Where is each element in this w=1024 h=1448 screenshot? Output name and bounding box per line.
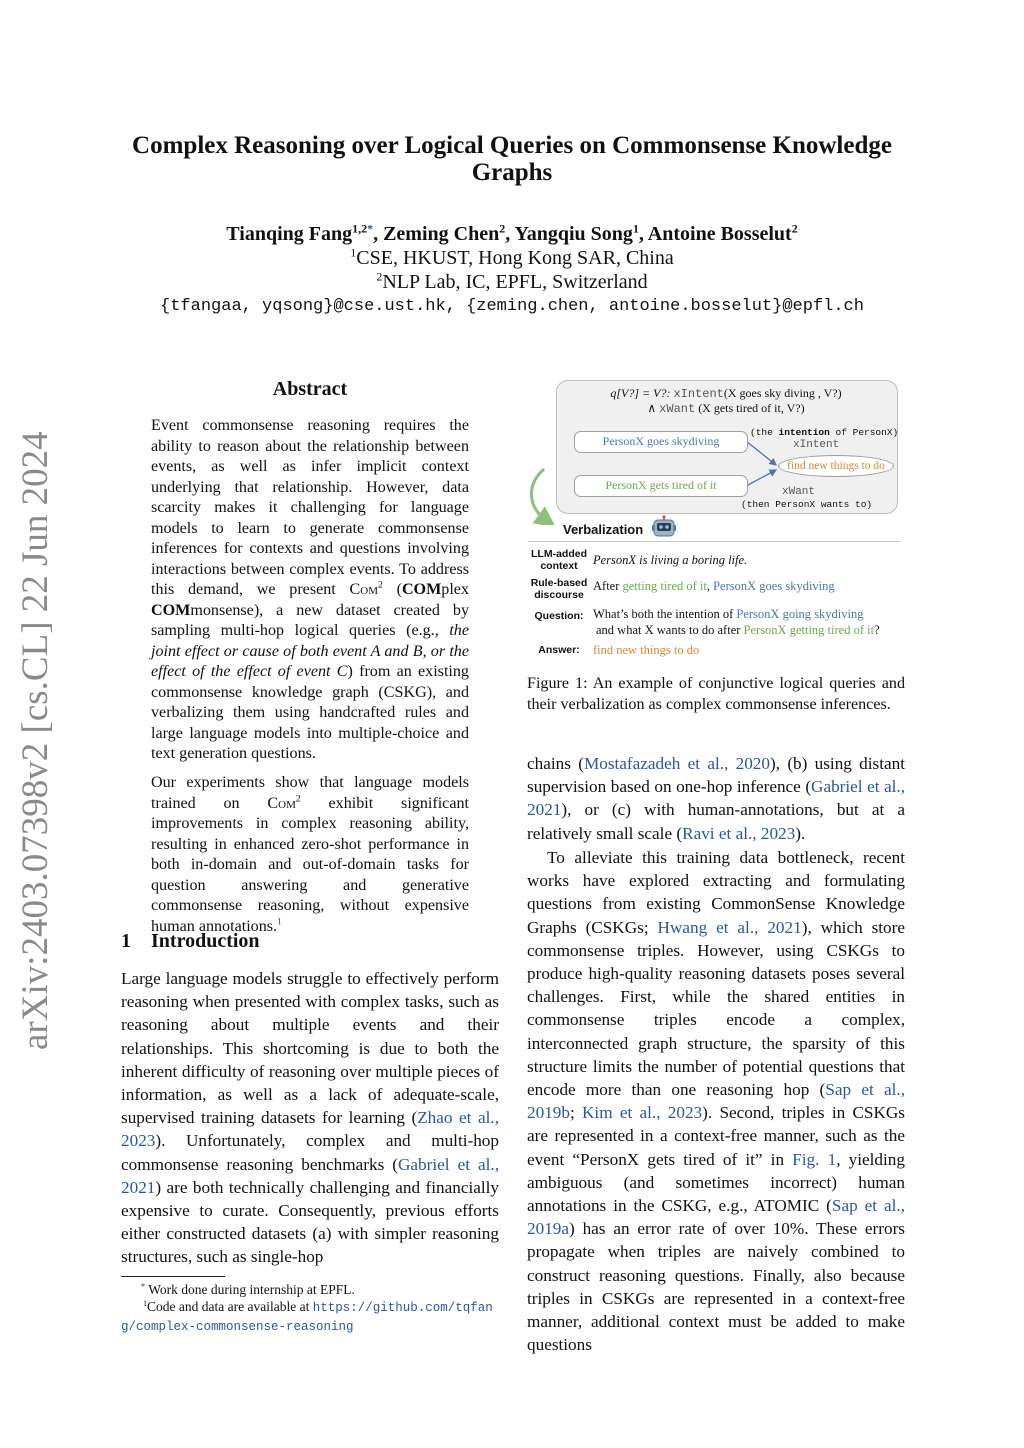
verbalization-arrow: [531, 469, 546, 520]
row-label: Answer:: [538, 644, 580, 656]
citation-link[interactable]: Sap et al., 2019a: [527, 1196, 906, 1239]
citation-link[interactable]: Hwang et al., 2021: [657, 917, 802, 937]
relation-label: xWant: [782, 486, 816, 498]
question-text: and what X wants to do after PersonX getting tired of it?: [596, 623, 880, 637]
footnote: * Work done during internship at EPFL.: [141, 1281, 355, 1297]
question-text: What’s both the intention of PersonX going skydiving: [593, 607, 864, 621]
intro-paragraph: To alleviate this training data bottleneck, recent works have explored extracting and formulating questions from existing CommonSense Knowledge Graphs (CSKGs; Hwang et al., 2021), which store commonsense triples. However, using CSKGs to produce high-quality reasoning datasets poses several challenges. First, while the shared entities in commonsense triples encode a complex, interconnected graph structure, the sparsity of this structure limits the number of potential questions that encode more than one reasoning hop (Sap et al., 2019b; Kim et al., 2023). Second, triples in CSKGs are represented in a context-free manner, such as the event “PersonX gets tired of it” in Fig. 1, yielding ambiguous (and sometimes incorrect) human annotations in the CSKG, e.g., ATOMIC (Sap et al., 2019a) has an error rate of over 10%. These errors propagate when triples are naively combined to construct reasoning questions. Finally, also because triples in CSKGs are represented in a context-free manner, additional context must be added to make questions: [527, 848, 906, 1355]
intro-paragraph: Large language models struggle to effectively perform reasoning when presented with complex tasks, such as reasoning about multiple events and their relationships. This shortcoming is due to both the inherent difficulty of reasoning over multiple pieces of information, as well as a lack of adequate-scale, supervised training datasets for learning (Zhao et al., 2023). Unfortunately, complex and multi-hop commonsense reasoning benchmarks (Gabriel et al., 2021) are both technically challenging and financially expensive to curate. Consequently, previous efforts either constructed datasets (a) with simpler reasoning structures, such as single-hop: [121, 969, 499, 1267]
author-list: Tianqing Fang$^{1,2*}$, Zeming Chen$^2$, Yangqiu Song$^1$, Antoine Bosselut$^2$: [226, 221, 798, 245]
citation-link[interactable]: Ravi et al., 2023: [682, 823, 796, 843]
answer-node: find new things to do: [778, 455, 894, 477]
affiliation: $^1$CSE, HKUST, Hong Kong SAR, China: [350, 245, 674, 269]
footnote-divider: [121, 1276, 225, 1277]
abstract-paragraph: Event commonsense reasoning requires the ability to reason about the relationship between events, as well as infer implicit context underlying that relationship. However, data scarcity makes it challenging for language models to learn to generate commonsense inferences for contexts and questions involving interactions between complex events. To address this demand, we present Com$^2$ (COMplex COMmonsense), a new dataset created by sampling multi-hop logical queries (e.g., the joint effect or cause of both event A and B, or the effect of the effect of event C) from an existing commonsense knowledge graph (CSKG), and verbalizing them using handcrafted rules and large language models into multiple-choice and text generation questions.: [151, 417, 469, 762]
relation-label: xIntent: [793, 439, 840, 451]
logical-query: ∧ xWant (X gets tired of it, V?): [647, 401, 805, 416]
row-label: Rule-based discourse: [530, 577, 588, 601]
citation-link[interactable]: Zhao et al., 2023: [121, 1108, 499, 1151]
author-name: Yangqiu Song: [514, 223, 633, 245]
footnote-mark[interactable]: 1: [277, 916, 282, 928]
affiliation: $^2$NLP Lab, IC, EPFL, Switzerland: [376, 269, 648, 293]
author-name: Zeming Chen: [383, 223, 500, 245]
footnote-mark[interactable]: *: [367, 221, 374, 236]
edge-xwant: [746, 470, 776, 486]
figure-caption: Figure 1: An example of conjunctive logical queries and their verbalization as complex commonsense inferences.: [527, 675, 905, 713]
paper-title: Complex Reasoning over Logical Queries on Commonsense Knowledge Graphs: [132, 132, 892, 186]
citation-link[interactable]: Gabriel et al., 2021: [121, 1154, 499, 1197]
rule-discourse-text: After getting tired of it, PersonX goes skydiving: [593, 579, 835, 593]
citation-link[interactable]: Kim et al., 2023: [582, 1103, 703, 1123]
abstract-paragraph: Our experiments show that language models trained on Com$^2$ exhibit significant improvements in complex reasoning ability, resulting in enhanced zero-shot performance in both in-domain and out-of-domain tasks for question answering and generative commonsense reasoning, without expensive human annotations.$^1$: [151, 774, 469, 935]
author-name: Antoine Bosselut: [647, 223, 792, 245]
llm-context-text: PersonX is living a boring life.: [593, 553, 748, 567]
answer-text: find new things to do: [593, 643, 700, 657]
citation-link[interactable]: Gabriel et al., 2021: [527, 777, 905, 820]
author-name: Tianqing Fang: [226, 223, 353, 245]
row-label: LLM-added context: [531, 548, 587, 572]
event-node-skydiving: PersonX goes skydiving: [574, 431, 748, 453]
figure-reference-link[interactable]: Fig. 1: [792, 1149, 837, 1169]
footnote: $^1$Code and data are available at https://github.com/tqfang/complex-commonsense-reasoning: [121, 1298, 493, 1334]
citation-link[interactable]: Sap et al., 2019b: [527, 1080, 906, 1123]
arxiv-identifier: arXiv:2403.07398v2 [cs.CL] 22 Jun 2024: [15, 431, 56, 1050]
event-node-tired: PersonX gets tired of it: [574, 475, 748, 497]
author-emails: {tfangaa, yqsong}@cse.ust.hk, {zeming.chen, antoine.bosselut}@epfl.ch: [160, 297, 864, 316]
section-heading: 1 Introduction: [121, 930, 260, 952]
code-url-link[interactable]: https://github.com/tqfang/complex-commonsense-reasoning: [121, 1301, 493, 1334]
intro-paragraph: chains (Mostafazadeh et al., 2020), (b) using distant supervision based on one-hop inference (Gabriel et al., 2021), or (c) with human-annotations, but at a relatively small scale (Ravi et al., 2023).: [527, 754, 906, 843]
robot-icon: [651, 515, 677, 539]
figure-divider: [528, 541, 900, 542]
relation-gloss: (then PersonX wants to): [741, 499, 873, 510]
edge-xintent: [746, 441, 776, 465]
abstract-heading: Abstract: [272, 378, 348, 400]
row-label: Question:: [534, 610, 584, 622]
citation-link[interactable]: Mostafazadeh et al., 2020: [583, 754, 770, 773]
logical-query: q[V?] = V?: xIntent(X goes sky diving , V?): [610, 386, 842, 401]
verbalization-label: Verbalization: [563, 522, 644, 537]
relation-gloss: (the intention of PersonX): [750, 427, 899, 438]
